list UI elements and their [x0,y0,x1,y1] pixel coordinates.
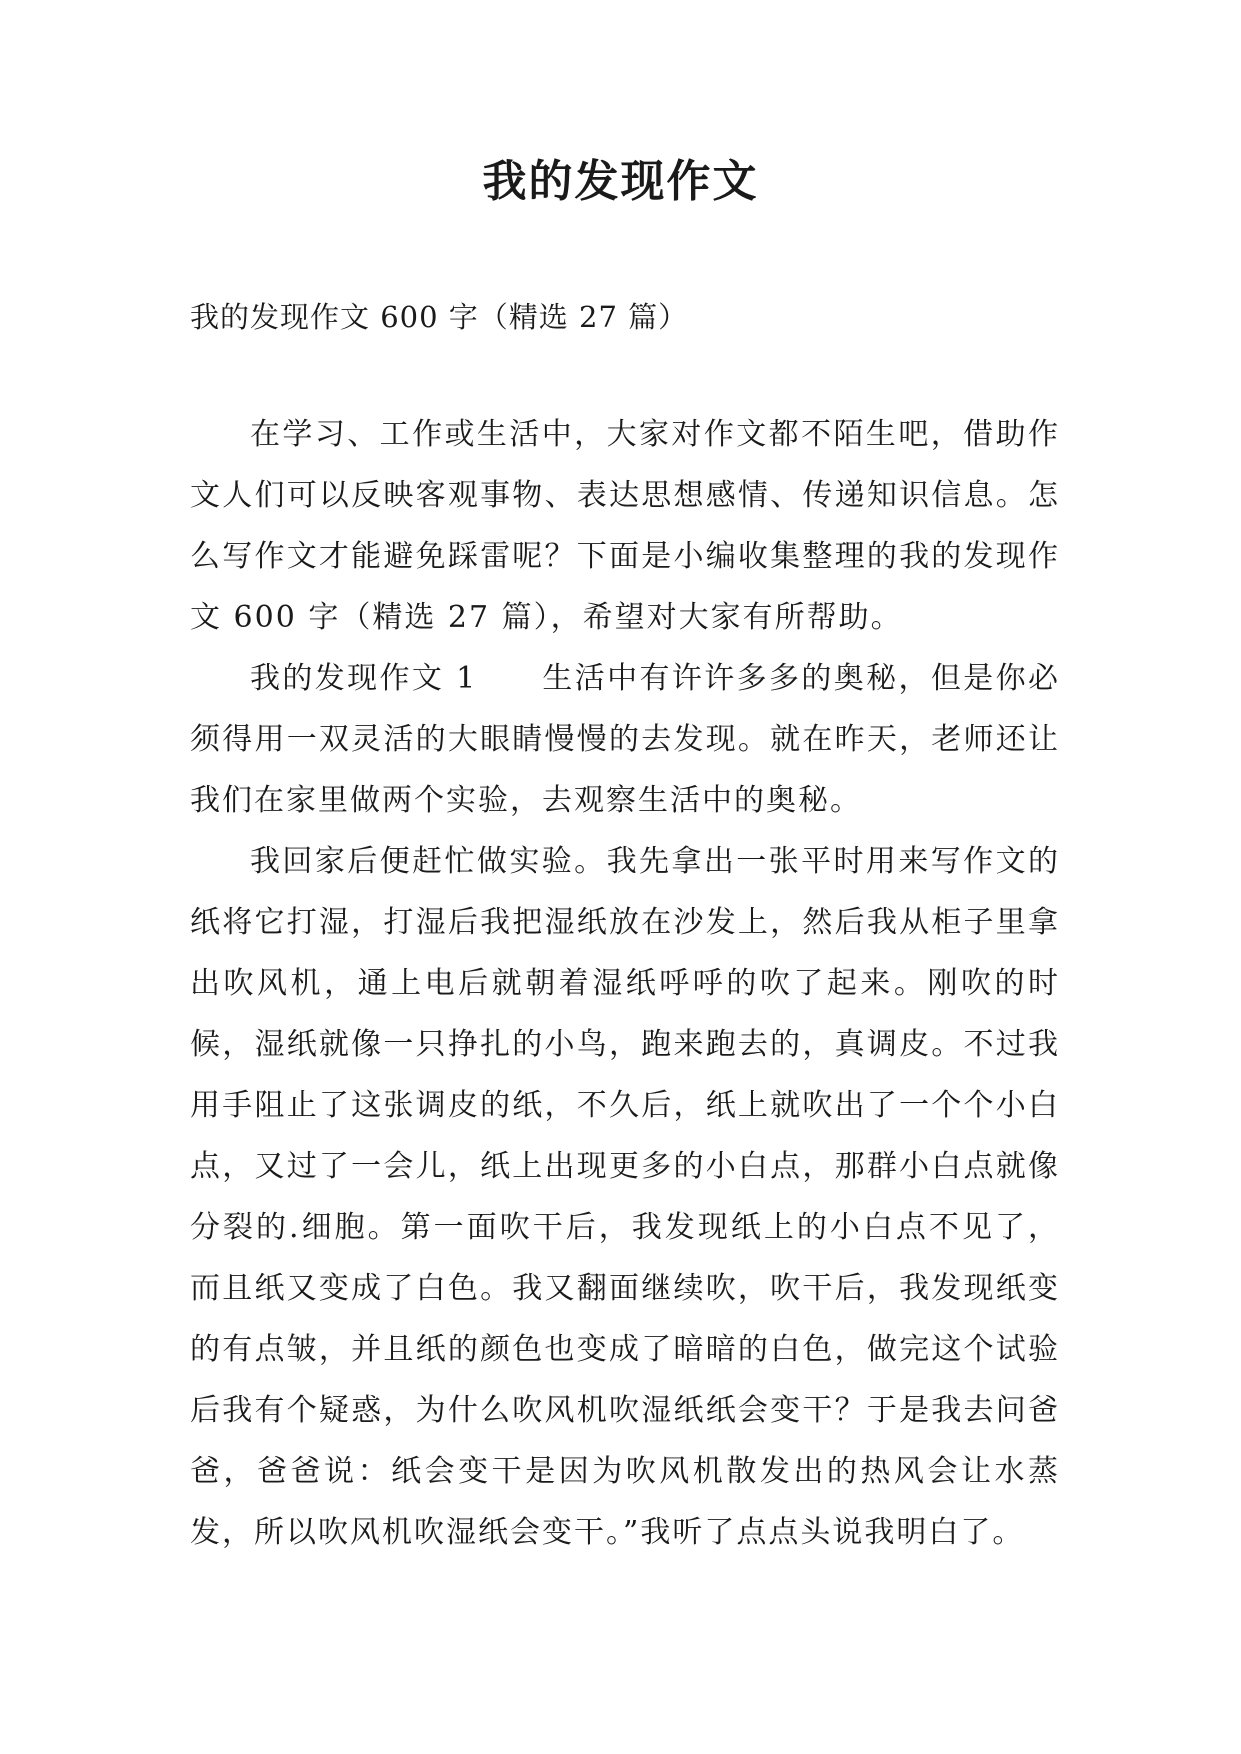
document-subtitle: 我的发现作文 600 字（精选 27 篇） [190,300,689,334]
page-title: 我的发现作文 [482,156,759,207]
document-body [190,404,1060,1563]
paragraph-essay-1-experiment: 我回家后便赶忙做实验。我先拿出一张平时用来写作文的纸将它打湿，打湿后我把湿纸放在沙发上，然后我从柜子里拿出吹风机，通上电后就朝着湿纸呼呼的吹了起来。刚吹的时候，湿纸就像一只挣扎的小鸟，跑来跑去的，真调皮。不过我用手阻止了这张调皮的纸，不久后，纸上就吹出了一个个小白点，又过了一会儿，纸上出现更多的小白点，那群小白点就像分裂的.细胞。第一面吹干后，我发现纸上的小白点不见了，而且纸又变成了白色。我又翻面继续吹，吹干后，我发现纸变的有点皱，并且纸的颜色也变成了暗暗的白色，做完这个试验后我有个疑惑，为什么吹风机吹湿纸纸会变干？于是我去问爸爸，爸爸说：纸会变干是因为吹风机散发出的热风会让水蒸发，所以吹风机吹湿纸会变干。”我听了点点头说我明白了。 [190,844,1060,1550]
paragraph-intro: 在学习、工作或生活中，大家对作文都不陌生吧，借助作文人们可以反映客观事物、表达思想感情、传递知识信息。怎么写作文才能避免踩雷呢？下面是小编收集整理的我的发现作文 600 字（精选 27 篇），希望对大家有所帮助。 [190,417,1060,635]
paragraph-essay-1-opening: 我的发现作文 1 生活中有许许多多的奥秘，但是你必须得用一双灵活的大眼睛慢慢的去发现。就在昨天，老师还让我们在家里做两个实验，去观察生活中的奥秘。 [190,661,1060,818]
